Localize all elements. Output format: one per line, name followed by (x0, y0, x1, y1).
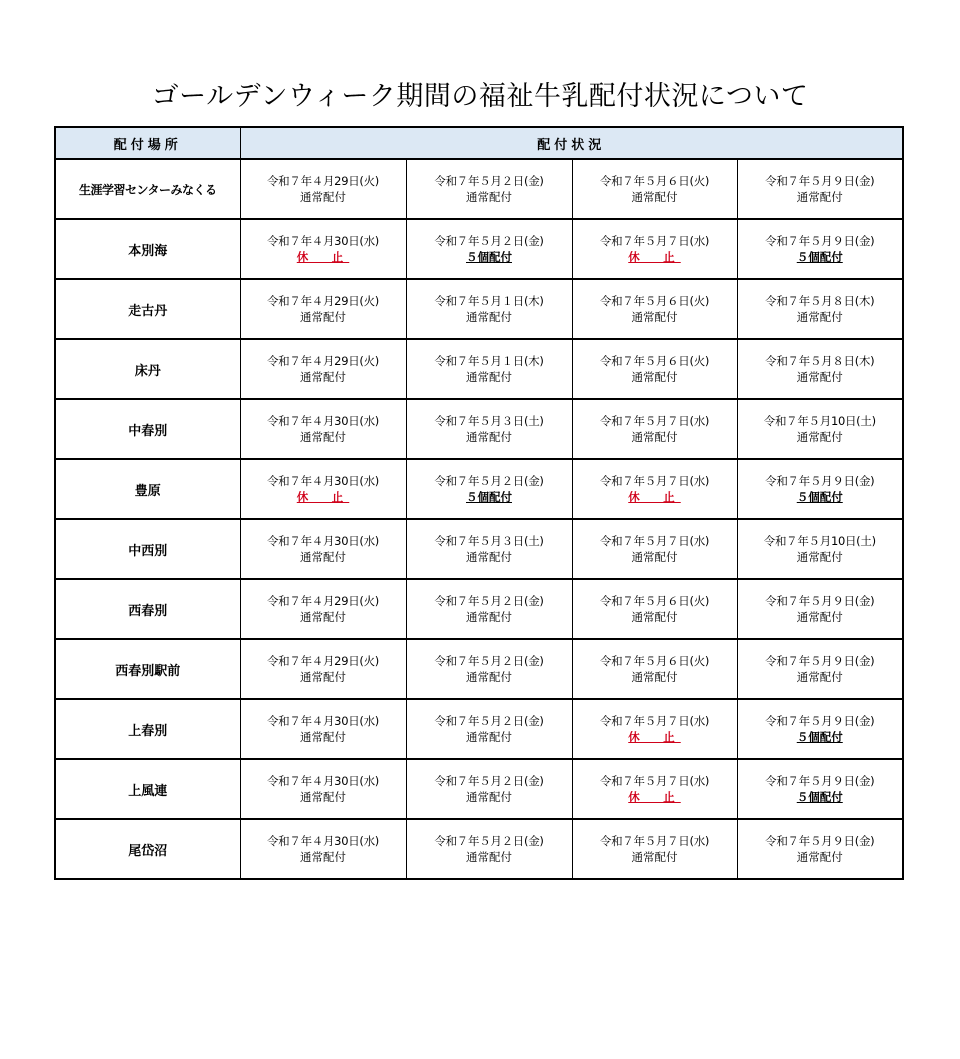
location-cell: 豊原 (55, 459, 240, 519)
location-cell: 中西別 (55, 519, 240, 579)
distribution-date: 令和７年５月１日(木) (434, 354, 544, 368)
distribution-status: 通常配付 (631, 550, 678, 564)
schedule-cell (406, 819, 572, 879)
location-cell: 上風連 (55, 759, 240, 819)
location-cell: 西春別駅前 (55, 639, 240, 699)
location-cell: 西春別 (55, 579, 240, 639)
schedule-cell (572, 519, 737, 579)
distribution-status: 休 止 (296, 250, 350, 264)
distribution-status: 休 止 (296, 490, 350, 504)
schedule-cell (737, 399, 903, 459)
distribution-date: 令和７年５月７日(水) (599, 474, 710, 488)
schedule-cell (406, 519, 572, 579)
distribution-status: ５個配付 (466, 250, 512, 264)
distribution-status: 通常配付 (796, 370, 843, 384)
distribution-date: 令和７年４月30日(水) (266, 534, 379, 548)
distribution-status: 通常配付 (631, 850, 678, 864)
distribution-status: 通常配付 (300, 370, 346, 384)
distribution-date: 令和７年４月29日(火) (266, 354, 379, 368)
schedule-cell (572, 819, 737, 879)
distribution-date: 令和７年４月30日(水) (266, 414, 379, 428)
schedule-cell (406, 759, 572, 819)
distribution-status: 通常配付 (300, 790, 346, 804)
distribution-status: 通常配付 (631, 310, 678, 324)
distribution-date: 令和７年４月30日(水) (266, 234, 379, 248)
distribution-date: 令和７年４月30日(水) (266, 774, 379, 788)
schedule-cell (572, 219, 737, 279)
distribution-status: ５個配付 (796, 490, 843, 504)
schedule-cell (406, 279, 572, 339)
schedule-cell (406, 219, 572, 279)
table-row (55, 459, 903, 519)
table-row (55, 519, 903, 579)
distribution-date: 令和７年５月７日(水) (599, 714, 710, 728)
schedule-cell (240, 339, 406, 399)
distribution-date: 令和７年５月７日(水) (599, 774, 710, 788)
schedule-cell (737, 279, 903, 339)
distribution-status: 通常配付 (466, 310, 512, 324)
distribution-date: 令和７年５月７日(水) (599, 414, 710, 428)
distribution-status: 通常配付 (300, 550, 346, 564)
distribution-status: ５個配付 (796, 790, 843, 804)
distribution-status: 休 止 (628, 490, 681, 504)
schedule-cell (406, 399, 572, 459)
distribution-status: 通常配付 (466, 430, 512, 444)
location-cell: 生涯学習センターみなくる (55, 159, 240, 219)
distribution-status: 通常配付 (796, 550, 843, 564)
table-row (55, 699, 903, 759)
table-body (55, 159, 903, 879)
location-cell: 床丹 (55, 339, 240, 399)
distribution-status: 通常配付 (466, 610, 512, 624)
schedule-cell (572, 699, 737, 759)
schedule-cell (572, 279, 737, 339)
table-row (55, 279, 903, 339)
distribution-status: 通常配付 (466, 190, 512, 204)
distribution-status: 通常配付 (466, 790, 512, 804)
distribution-date: 令和７年５月２日(金) (434, 654, 544, 668)
schedule-cell (572, 339, 737, 399)
schedule-cell (406, 699, 572, 759)
schedule-cell (572, 399, 737, 459)
schedule-cell (240, 699, 406, 759)
schedule-cell (737, 819, 903, 879)
distribution-status: 通常配付 (631, 670, 678, 684)
distribution-status: 休 止 (628, 730, 681, 744)
distribution-status: 通常配付 (300, 670, 346, 684)
schedule-cell (737, 519, 903, 579)
schedule-cell (737, 759, 903, 819)
distribution-status: ５個配付 (796, 730, 843, 744)
distribution-date: 令和７年５月９日(金) (765, 774, 875, 788)
distribution-status: 通常配付 (466, 550, 512, 564)
distribution-date: 令和７年５月１日(木) (434, 294, 544, 308)
distribution-date: 令和７年５月10日(土) (763, 534, 876, 548)
distribution-status: 通常配付 (631, 430, 678, 444)
distribution-date: 令和７年５月９日(金) (765, 834, 875, 848)
distribution-status: 通常配付 (466, 730, 512, 744)
distribution-status: 通常配付 (300, 310, 346, 324)
schedule-cell (572, 159, 737, 219)
schedule-cell (572, 639, 737, 699)
table-row (55, 339, 903, 399)
schedule-cell (737, 579, 903, 639)
schedule-cell (406, 459, 572, 519)
distribution-date: 令和７年４月29日(火) (266, 174, 379, 188)
distribution-status: 通常配付 (631, 190, 678, 204)
table-row (55, 219, 903, 279)
schedule-cell (737, 339, 903, 399)
distribution-status: 通常配付 (300, 850, 346, 864)
table-row (55, 399, 903, 459)
distribution-status: 通常配付 (466, 670, 512, 684)
table-row (55, 639, 903, 699)
distribution-date: 令和７年４月29日(火) (266, 294, 379, 308)
distribution-status: 通常配付 (796, 310, 843, 324)
distribution-date: 令和７年５月６日(火) (599, 294, 710, 308)
distribution-status: 通常配付 (631, 610, 678, 624)
distribution-status: 通常配付 (300, 730, 346, 744)
table-row (55, 579, 903, 639)
location-cell: 中春別 (55, 399, 240, 459)
distribution-status: 通常配付 (796, 850, 843, 864)
distribution-status: 通常配付 (300, 190, 346, 204)
distribution-status: 通常配付 (796, 430, 843, 444)
distribution-status: 通常配付 (796, 670, 843, 684)
schedule-cell (406, 639, 572, 699)
distribution-date: 令和７年５月２日(金) (434, 714, 544, 728)
schedule-cell (737, 459, 903, 519)
distribution-date: 令和７年４月29日(火) (266, 654, 379, 668)
distribution-date: 令和７年５月６日(火) (599, 594, 710, 608)
schedule-cell (737, 699, 903, 759)
distribution-date: 令和７年５月９日(金) (765, 654, 875, 668)
distribution-date: 令和７年５月２日(金) (434, 774, 544, 788)
distribution-status: 休 止 (628, 250, 681, 264)
schedule-cell (240, 519, 406, 579)
distribution-date: 令和７年４月30日(水) (266, 714, 379, 728)
distribution-date: 令和７年５月７日(水) (599, 834, 710, 848)
distribution-date: 令和７年５月６日(火) (599, 354, 710, 368)
distribution-date: 令和７年５月９日(金) (765, 234, 875, 248)
distribution-date: 令和７年５月３日(土) (434, 414, 544, 428)
distribution-status: ５個配付 (466, 490, 512, 504)
location-cell: 上春別 (55, 699, 240, 759)
distribution-status: 通常配付 (466, 370, 512, 384)
distribution-date: 令和７年５月９日(金) (765, 174, 875, 188)
distribution-status: 通常配付 (466, 850, 512, 864)
schedule-cell (240, 459, 406, 519)
distribution-date: 令和７年４月30日(水) (266, 834, 379, 848)
distribution-date: 令和７年５月２日(金) (434, 474, 544, 488)
header-row (55, 127, 903, 159)
schedule-cell (737, 159, 903, 219)
schedule-cell (406, 339, 572, 399)
distribution-status: 通常配付 (796, 190, 843, 204)
distribution-date: 令和７年５月９日(金) (765, 474, 875, 488)
distribution-date: 令和７年５月２日(金) (434, 174, 544, 188)
distribution-date: 令和７年４月29日(火) (266, 594, 379, 608)
location-cell: 走古丹 (55, 279, 240, 339)
location-cell: 尾岱沼 (55, 819, 240, 879)
schedule-cell (737, 219, 903, 279)
distribution-date: 令和７年５月９日(金) (765, 594, 875, 608)
distribution-date: 令和７年５月８日(木) (765, 294, 875, 308)
table-row (55, 819, 903, 879)
schedule-cell (406, 159, 572, 219)
distribution-date: 令和７年５月６日(火) (599, 174, 710, 188)
distribution-date: 令和７年５月２日(金) (434, 834, 544, 848)
schedule-cell (240, 219, 406, 279)
distribution-date: 令和７年４月30日(水) (266, 474, 379, 488)
schedule-cell (240, 159, 406, 219)
distribution-status: 休 止 (628, 790, 681, 804)
distribution-date: 令和７年５月２日(金) (434, 594, 544, 608)
table-row (55, 159, 903, 219)
schedule-cell (240, 819, 406, 879)
schedule-cell (240, 759, 406, 819)
distribution-date: 令和７年５月６日(火) (599, 654, 710, 668)
distribution-date: 令和７年５月３日(土) (434, 534, 544, 548)
page-title: ゴールデンウィーク期間の福祉牛乳配付状況について (151, 81, 809, 112)
schedule-cell (737, 639, 903, 699)
distribution-date: 令和７年５月２日(金) (434, 234, 544, 248)
distribution-date: 令和７年５月７日(水) (599, 534, 710, 548)
distribution-date: 令和７年５月７日(水) (599, 234, 710, 248)
distribution-status: 通常配付 (300, 610, 346, 624)
schedule-cell (240, 639, 406, 699)
distribution-status: 通常配付 (796, 610, 843, 624)
location-cell: 本別海 (55, 219, 240, 279)
schedule-cell (572, 759, 737, 819)
schedule-cell (240, 279, 406, 339)
distribution-date: 令和７年５月10日(土) (763, 414, 876, 428)
header-status: 配付状況 (240, 127, 903, 159)
distribution-date: 令和７年５月８日(木) (765, 354, 875, 368)
table-row (55, 759, 903, 819)
distribution-status: 通常配付 (631, 370, 678, 384)
distribution-date: 令和７年５月９日(金) (765, 714, 875, 728)
header-location: 配付場所 (55, 127, 240, 159)
schedule-cell (572, 579, 737, 639)
schedule-cell (240, 399, 406, 459)
schedule-cell (406, 579, 572, 639)
distribution-table (54, 126, 904, 880)
schedule-cell (572, 459, 737, 519)
distribution-status: 通常配付 (300, 430, 346, 444)
distribution-status: ５個配付 (796, 250, 843, 264)
schedule-cell (240, 579, 406, 639)
